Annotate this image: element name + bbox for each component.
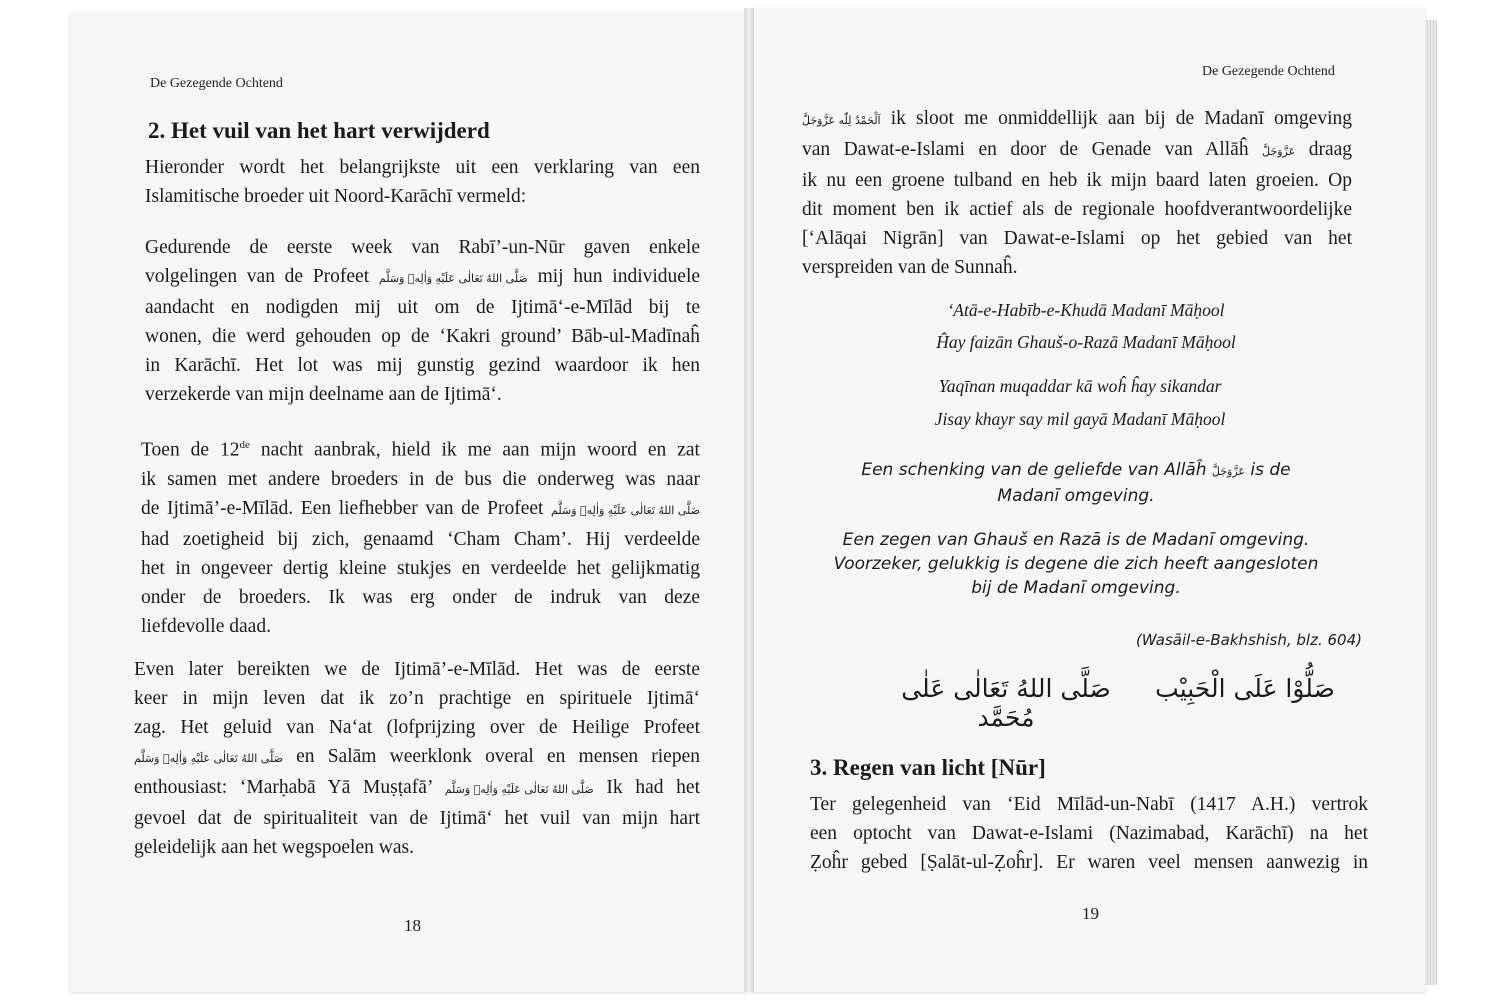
azzawajal-text: عَزَّوَجَلَّ [1262,145,1296,158]
text-line: [‘Alāqai Nigrān] van Dawat-e-Islami op het gebied van het [802,228,1352,249]
verse-line-3: Yaqīnan muqaddar kā woĥ ĥay sikandar [938,376,1222,396]
text-line: een optocht van Dawat-e-Islami (Nazimabad, Karāchī) na het [810,823,1368,844]
text-line: Even later bereikten we de Ijtimā’-e-Mīlād. Het was de eerste [134,659,700,680]
verse-line-4: Jisay khayr say mil gayā Madanī Māḥool [934,409,1226,429]
text-line [134,742,700,773]
text-line: Madanī omgeving. [997,486,1155,506]
left-paragraph-1 [145,233,700,409]
text-fragment: volgelingen van de Profeet [145,266,370,287]
superscript: de [239,439,250,451]
alhamdulillah-text: اَلْحَمْدُ لِلّٰه عَزَّوَجَلَّ [802,114,881,127]
salawat-text: صَلَّى اللهُ تَعَالٰى عَلَيْهِ وَاٰلِهٖ وَسَلَّم [551,503,700,517]
verse-translation-2 [808,528,1344,600]
left-page-number: 18 [404,916,421,935]
text-line: Een zegen van Ghauš en Razā is de Madanī omgeving. [842,530,1310,550]
text-fragment: Toen de 12 [141,439,240,461]
text-line: liefdevolle daad. [141,615,271,637]
text-line [141,431,700,465]
left-paragraph-2 [141,431,700,641]
text-line: dit moment ben ik actief als de regionale hoofdverantwoordelijke [802,199,1352,220]
text-fragment: en Salām weerklonk overal en mensen riepen [296,746,700,767]
salawat-text: صَلَّى اللهُ تَعَالٰى عَلَيْهِ وَاٰلِهٖ وَسَلَّم [134,752,283,765]
verse-line-2: Ĥay faizān Ghauš-o-Razā Madanī Māḥool [936,332,1236,352]
text-line: in Karāchī. Het lot was mij gunstig gezind waardoor ik hen [145,355,700,376]
text-line: bij de Madanī omgeving. [971,578,1181,598]
text-line [808,458,1344,484]
text-fragment: mij hun individuele [537,266,701,287]
right-paragraph-2 [810,790,1368,877]
salawat-text: صَلَّى اللهُ تَعَالٰى عَلَيْهِ وَاٰلِهٖ وَسَلَّم [444,783,594,796]
text-line: ik nu een groene tulband en heb ik mijn baard laten groeien. Op [802,170,1352,191]
text-fragment: draag [1308,139,1353,160]
azzawajal-text: عَزَّوَجَلَّ [1211,465,1245,478]
text-line [802,135,1352,166]
text-line: keer in mijn leven dat ik zo’n prachtige en spirituele Ijtimā‘ [134,688,700,709]
verse-line-1: ‘Atā-e-Habīb-e-Khudā Madanī Māḥool [947,300,1225,320]
text-line: Islamitische broeder uit Noord-Karāchī vermeld: [145,186,527,207]
right-paragraph-1 [802,104,1352,282]
text-line: had zoetigheid bij zich, genaamd ‘Cham Cham’. Hij verdeelde [141,528,700,550]
citation: (Wasāil-e-Bakhshish, blz. 604) [1135,631,1362,649]
text-line: Gedurende de eerste week van Rabī’-un-Nūr gaven enkele [145,237,700,258]
text-line [141,494,700,525]
text-line: verspreiden van de Sunnaĥ. [802,257,1018,278]
text-fragment: ik sloot me onmiddellijk aan bij de Madanī omgeving [890,108,1353,129]
text-line: aandacht en nodigden mij uit om de Ijtimā‘-e-Mīlād bij te [145,297,700,318]
text-line: zag. Het geluid van Na‘at (lofprijzing over de Heilige Profeet [134,717,700,738]
salat-left: صَلَّى اللهُ تَعَالٰى عَلٰى مُحَمَّد [901,674,1111,732]
text-line: verzekerde van mijn deelname aan de Ijtimā‘. [145,384,502,405]
text-line: gevoel dat de spiritualiteit van de Ijtimā‘ het vuil van mijn hart [134,808,700,829]
left-paragraph-3 [134,655,700,862]
text-fragment: nacht aanbrak, hield ik me aan mijn woord en zat [249,439,700,461]
text-line [145,262,700,293]
left-running-head: De Gezegende Ochtend [150,76,283,91]
text-line: Voorzeker, gelukkig is degene die zich heeft aangesloten [833,554,1319,574]
text-line: Ẓoĥr gebed [Ṣalāt-ul-Ẓoĥr]. Er waren veel mensen aanwezig in [810,852,1368,873]
book-spine [744,8,754,992]
text-fragment: de Ijtimā’-e-Mīlād. Een liefhebber van de Profeet [141,497,544,519]
text-line: wonen, die werd gehouden op de ‘Kakri ground’ Bāb-ul-Madīnaĥ [145,326,700,347]
text-line: geleidelijk aan het wegspoelen was. [134,837,414,858]
text-fragment: is de [1250,460,1291,480]
text-line: onder de broeders. Ik was erg onder de indruk van deze [141,586,700,608]
text-line [802,104,1352,135]
text-fragment: van Dawat-e-Islami en door de Genade van Allāĥ [802,139,1249,160]
text-fragment: Ik had het [606,777,700,798]
right-running-head: De Gezegende Ochtend [1202,64,1335,79]
left-section-heading: 2. Het vuil van het hart verwijderd [148,118,490,143]
text-fragment: Een schenking van de geliefde van Allāĥ [861,460,1207,480]
verse-translation-1 [808,458,1344,508]
right-section-heading: 3. Regen van licht [Nūr] [810,755,1046,780]
right-page-number: 19 [1082,904,1099,923]
text-fragment: enthousiast: ‘Marḥabā Yā Muṣṭafā’ [134,777,433,798]
text-line [134,773,700,804]
salat-right: صَلُّوْا عَلَى الْحَبِيْب [1155,674,1335,703]
left-intro [145,153,700,211]
text-line: het in ongeveer dertig kleine stukjes en verdeelde het gelijkmatig [141,557,700,579]
salawat-text: صَلَّى اللهُ تَعَالٰى عَلَيْهِ وَاٰلِهٖ وَسَلَّم [378,272,528,285]
text-line: Ter gelegenheid van ‘Eid Mīlād-un-Nabī (1417 A.H.) vertrok [810,794,1368,815]
text-line: Hieronder wordt het belangrijkste uit een verklaring van een [145,157,700,178]
text-line: ik samen met andere broeders in de bus die onderweg was naar [141,468,700,490]
page-edges [1425,20,1437,985]
